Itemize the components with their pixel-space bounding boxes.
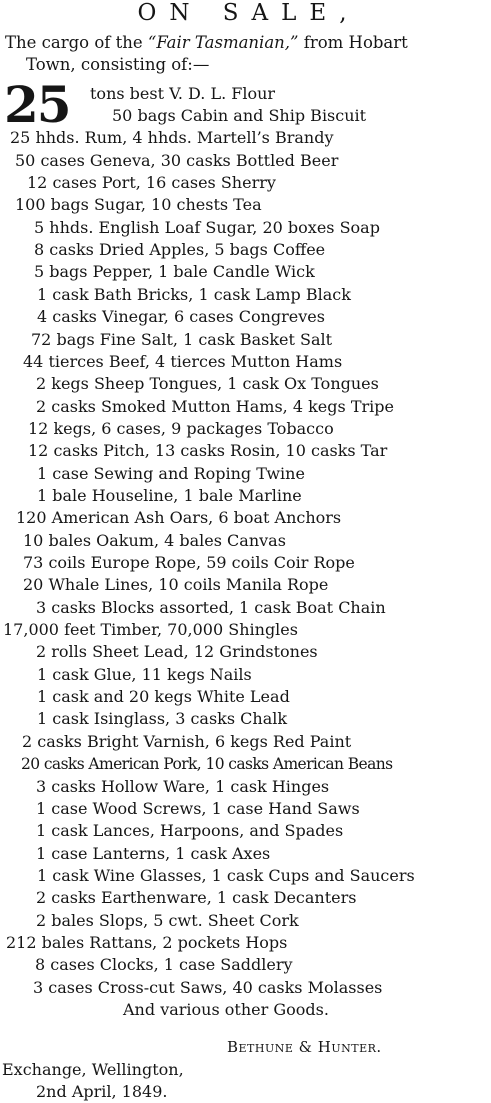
cargo-line: 5 hhds. English Loaf Sugar, 20 boxes Soap [34, 218, 380, 237]
cargo-line: 73 coils Europe Rope, 59 coils Coir Rope [23, 553, 355, 572]
merchant-signature [227, 1036, 382, 1058]
cargo-line: 2 casks Bright Varnish, 6 kegs Red Paint [22, 732, 352, 751]
cargo-line: 3 casks Blocks assorted, 1 cask Boat Chain [36, 598, 386, 617]
cargo-line: 72 bags Fine Salt, 1 cask Basket Salt [31, 330, 333, 349]
intro-prefix: The cargo of the [5, 33, 148, 52]
cargo-line: 2 casks Smoked Mutton Hams, 4 kegs Tripe [36, 397, 394, 416]
cargo-line: 50 cases Geneva, 30 casks Bottled Beer [15, 151, 339, 170]
signature-text: Bethune & Hunter. [227, 1038, 382, 1056]
intro-line-1 [5, 32, 491, 54]
cargo-line: 8 cases Clocks, 1 case Saddlery [35, 955, 293, 974]
cargo-line: 2 kegs Sheep Tongues, 1 cask Ox Tongues [36, 374, 379, 393]
footer-date: 2nd April, 1849. [36, 1082, 168, 1101]
cargo-line: 1 cask and 20 kegs White Lead [37, 687, 290, 706]
footer-place: Exchange, Wellington, [2, 1060, 184, 1079]
cargo-line: 1 cask Bath Bricks, 1 cask Lamp Black [37, 285, 351, 304]
intro-line-2: Town, consisting of:— [26, 55, 210, 74]
cargo-line: 1 cask Isinglass, 3 casks Chalk [37, 709, 288, 728]
cargo-line: 44 tierces Beef, 4 tierces Mutton Hams [23, 352, 343, 371]
cargo-line: 1 cask Wine Glasses, 1 cask Cups and Saucers [37, 866, 415, 885]
cargo-line: 4 casks Vinegar, 6 cases Congreves [37, 307, 325, 326]
cargo-line: 3 cases Cross-cut Saws, 40 casks Molasses [33, 978, 383, 997]
cargo-line: 2 bales Slops, 5 cwt. Sheet Cork [36, 911, 299, 930]
cargo-line: 12 kegs, 6 cases, 9 packages Tobacco [28, 419, 334, 438]
cargo-line: 12 cases Port, 16 cases Sherry [27, 173, 276, 192]
cargo-line: 2 casks Earthenware, 1 cask Decanters [36, 888, 357, 907]
heading: ON SALE, [137, 0, 360, 26]
cargo-line: 25 hhds. Rum, 4 hhds. Martell’s Brandy [10, 128, 334, 147]
cargo-line: 1 case Lanterns, 1 cask Axes [36, 844, 271, 863]
cargo-line: 8 casks Dried Apples, 5 bags Coffee [34, 240, 326, 259]
cargo-line: 20 casks American Pork, 10 casks American Beans [21, 755, 393, 773]
cargo-line: 1 bale Houseline, 1 bale Marline [37, 486, 302, 505]
ship-name: “Fair Tasmanian,” [147, 33, 299, 52]
intro-paragraph [5, 32, 491, 76]
cargo-line: 5 bags Pepper, 1 bale Candle Wick [34, 262, 315, 281]
cargo-line: tons best V. D. L. Flour [90, 84, 276, 103]
cargo-line: 2 rolls Sheet Lead, 12 Grindstones [36, 642, 318, 661]
cargo-line: 100 bags Sugar, 10 chests Tea [15, 195, 262, 214]
cargo-line: 50 bags Cabin and Ship Biscuit [112, 106, 367, 125]
cargo-line: 3 casks Hollow Ware, 1 cask Hinges [36, 777, 330, 796]
large-quantity-number: 25 [4, 75, 70, 134]
cargo-line: 17,000 feet Timber, 70,000 Shingles [3, 620, 298, 639]
cargo-line: 120 American Ash Oars, 6 boat Anchors [16, 508, 342, 527]
cargo-line: 20 Whale Lines, 10 coils Manila Rope [23, 575, 329, 594]
intro-suffix: from Hobart [298, 33, 408, 52]
cargo-line: 1 case Wood Screws, 1 case Hand Saws [36, 799, 360, 818]
cargo-line: 1 case Sewing and Roping Twine [37, 464, 305, 483]
cargo-line: 1 cask Glue, 11 kegs Nails [37, 665, 252, 684]
other-goods-line: And various other Goods. [123, 1000, 329, 1019]
cargo-line: 1 cask Lances, Harpoons, and Spades [36, 821, 344, 840]
cargo-line: 12 casks Pitch, 13 casks Rosin, 10 casks Tar [28, 441, 388, 460]
cargo-line: 212 bales Rattans, 2 pockets Hops [6, 933, 288, 952]
cargo-line: 10 bales Oakum, 4 bales Canvas [23, 531, 286, 550]
